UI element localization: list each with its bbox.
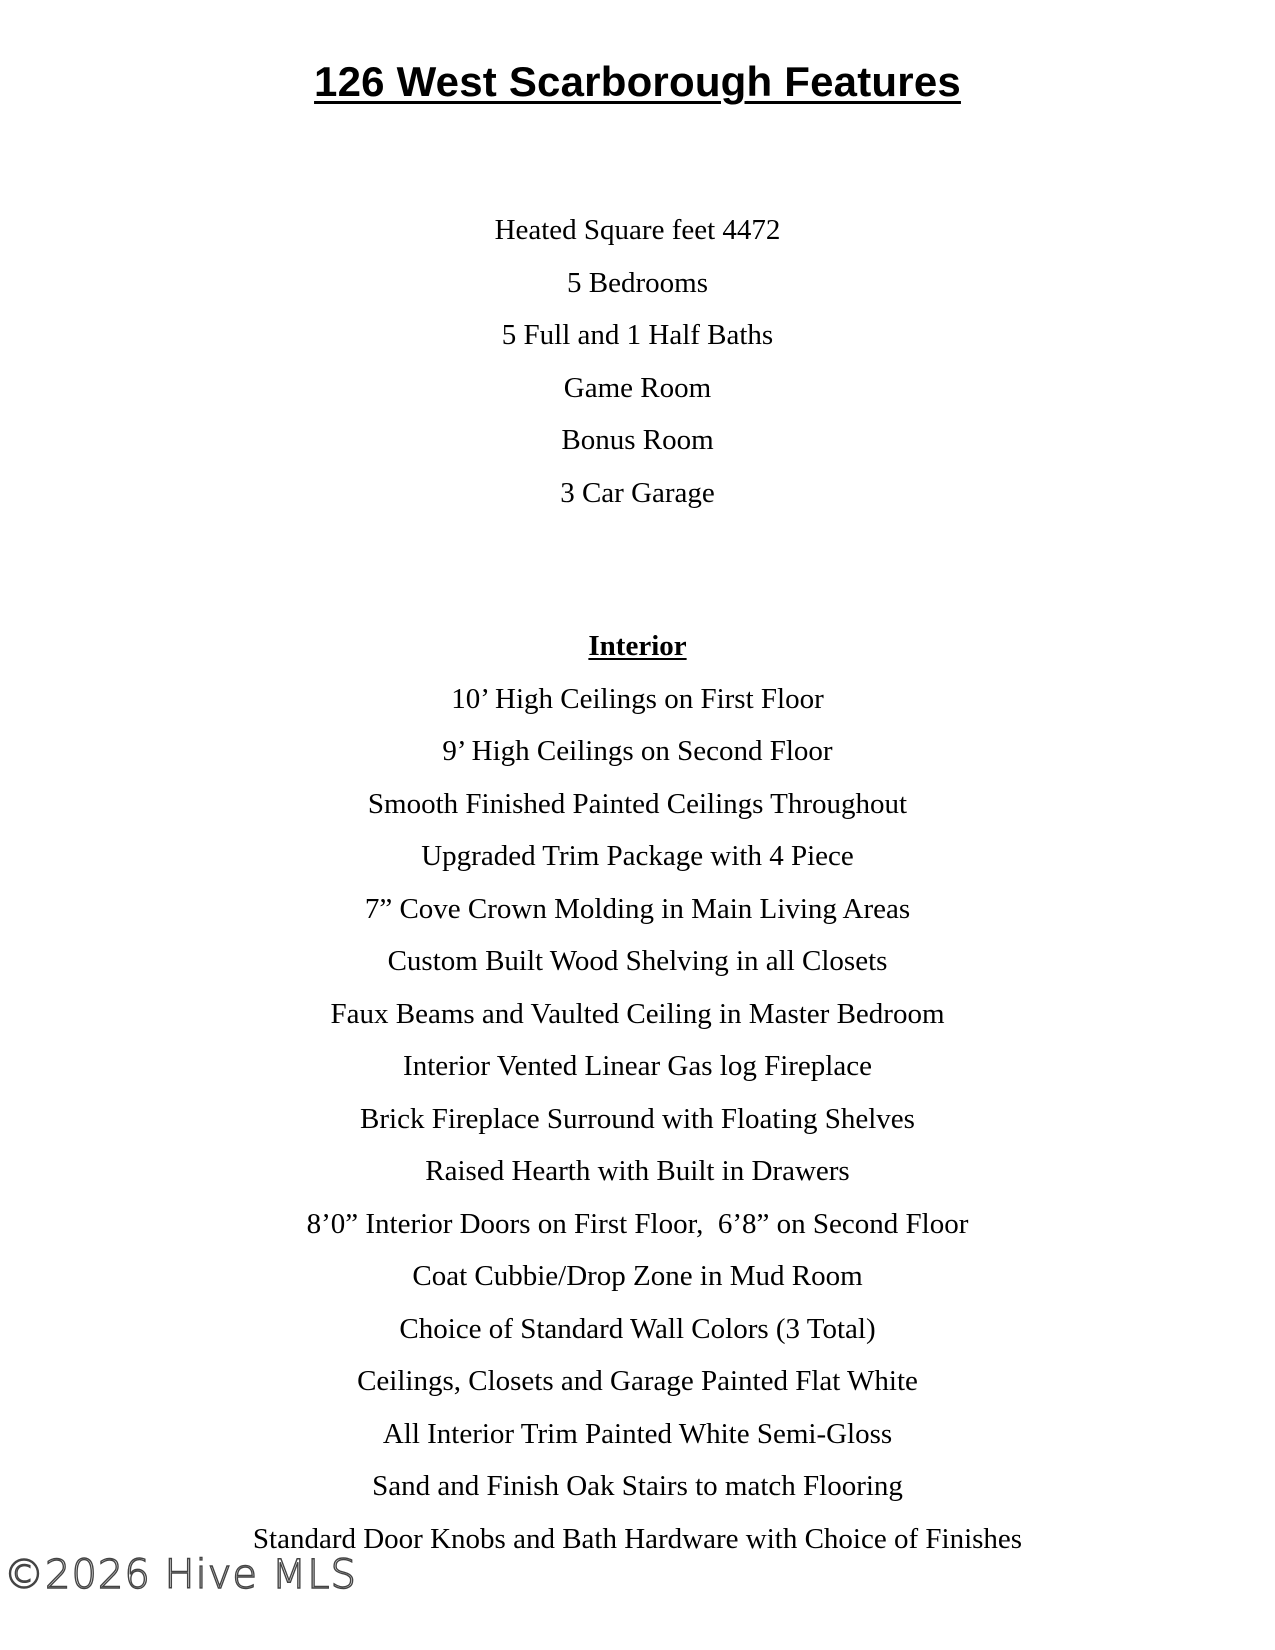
feature-item: 10’ High Ceilings on First Floor	[451, 682, 824, 715]
summary-item-bonus-room: Bonus Room	[561, 424, 714, 456]
summary-item-baths: 5 Full and 1 Half Baths	[501, 319, 774, 351]
feature-item: Brick Fireplace Surround with Floating Shelves	[360, 1102, 915, 1135]
feature-item: Standard Door Knobs and Bath Hardware with Choice of Finishes	[252, 1522, 1023, 1555]
feature-item: 7” Cove Crown Molding in Main Living Areas	[364, 892, 911, 925]
summary-item-game-room: Game Room	[563, 371, 712, 404]
feature-item: Custom Built Wood Shelving in all Closets	[387, 945, 888, 977]
feature-item: Coat Cubbie/Drop Zone in Mud Room	[412, 1260, 863, 1292]
feature-item: 8’0” Interior Doors on First Floor, 6’8” on Second Floor	[306, 1207, 969, 1240]
interior-heading: Interior	[588, 630, 687, 662]
summary-item-square-feet: Heated Square feet 4472	[494, 214, 781, 246]
summary-item-garage: 3 Car Garage	[560, 476, 715, 509]
feature-item: Choice of Standard Wall Colors (3 Total)	[399, 1312, 876, 1345]
feature-item: Raised Hearth with Built in Drawers	[425, 1155, 850, 1187]
interior-section	[0, 620, 1275, 1565]
feature-item: Interior Vented Linear Gas log Fireplace	[403, 1050, 872, 1082]
summary-item-bedrooms: 5 Bedrooms	[567, 266, 708, 299]
feature-item: Sand and Finish Oak Stairs to match Flooring	[372, 1470, 903, 1502]
feature-item: Upgraded Trim Package with 4 Piece	[421, 840, 854, 872]
feature-item: Ceilings, Closets and Garage Painted Flat White	[357, 1365, 918, 1397]
page-title: 126 West Scarborough Features	[314, 58, 961, 105]
feature-item: 9’ High Ceilings on Second Floor	[442, 735, 833, 767]
summary-list	[0, 204, 1275, 519]
feature-item: All Interior Trim Painted White Semi-Gloss	[382, 1417, 893, 1450]
feature-item: Smooth Finished Painted Ceilings Throughout	[367, 787, 908, 820]
watermark: ©2026 Hive MLS	[4, 1552, 357, 1598]
feature-item: Faux Beams and Vaulted Ceiling in Master Bedroom	[330, 997, 945, 1030]
